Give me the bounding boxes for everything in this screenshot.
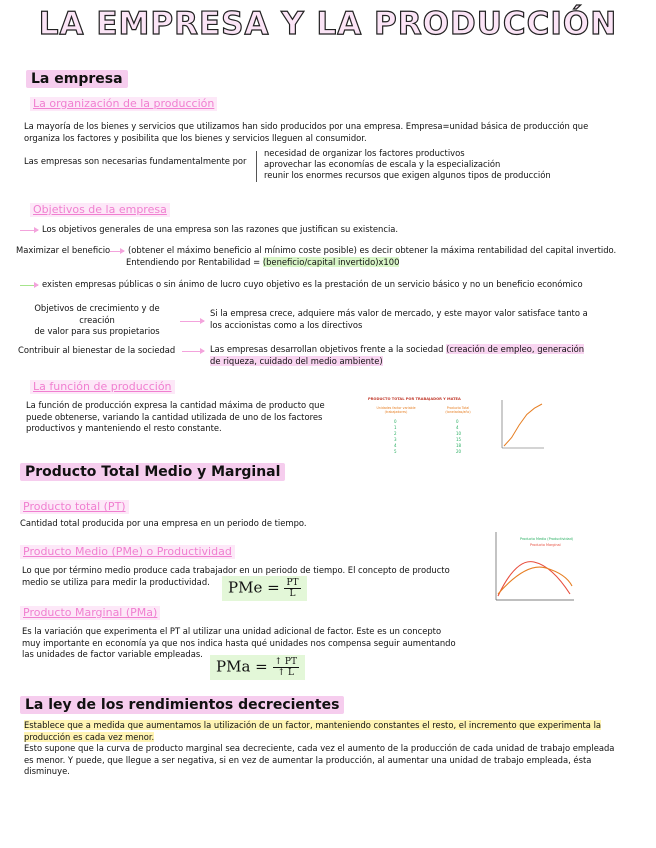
pma-line-2: muy importante en economía ya que nos indica hasta qué unidades nos compensa seguir aumentando [22,637,456,648]
ley-line-3: Esto supone que la curva de producto marginal sea decreciente, cada vez el aumento de la producción de cada unidad de trabajo empleada [24,743,615,753]
bienestar-text-b: (creación de empleo, generación [446,344,585,354]
bienestar-label: Contribuir al bienestar de la sociedad [18,345,176,355]
table-cell: 1 [394,425,397,430]
table-cell: 18 [456,443,462,448]
pme-fraction [284,578,300,599]
reason-item: aprovechar las economías de escala y la especialización [264,159,501,169]
crecimiento-label-line-1: Objetivos de crecimiento y de creación [34,303,160,325]
table-col-1: Unidades factor variable (trabajadores) [376,406,416,414]
heading-objetivos: Objetivos de la empresa [30,203,170,217]
crecimiento-text-line-2: los accionistas como a los directivos [210,319,363,330]
empresas-publicas-text: existen empresas públicas o sin ánimo de lucro cuyo objetivo es la prestación de un servicio básico y no un beneficio económico [42,279,583,289]
pma-numerator: ↑ PT [274,657,297,667]
ley-line-1: Establece que a medida que aumentamos la utilización de un factor, manteniendo constantes el resto, el incremento que experimenta la [24,720,602,730]
rentabilidad-prefix: Entendiendo por Rentabilidad = [126,257,263,267]
funcion-paragraph [26,400,346,435]
crecimiento-label [16,303,178,338]
heading-la-empresa: La empresa [26,70,128,88]
table-cell: 20 [456,449,462,454]
pme-numerator: PT [286,578,299,588]
arrow-icon [20,230,38,231]
pma-fraction [273,657,299,678]
objetivos-intro: Los objetivos generales de una empresa son las razones que justifican su existencia. [42,224,399,234]
chart-label-pma: Producto Marginal [530,543,561,547]
arrow-icon [182,351,204,352]
chart-label-pme: Producto Medio (Productividad) [520,537,574,541]
reason-item: necesidad de organizar los factores productivos [264,148,465,158]
pme-line-2: medio se utiliza para medir la productividad. [22,576,210,587]
funcion-line-3: productivos y manteniendo el resto constante. [26,423,222,433]
produccion-curve-chart [496,396,546,454]
table-cell: 3 [394,437,397,442]
pme-line-1: Lo que por término medio produce cada trabajador en un periodo de tiempo. El concepto de producto [22,565,450,575]
table-cell: 15 [456,437,462,442]
bienestar-text-a: Las empresas desarrollan objetivos frente a la sociedad [210,344,447,354]
bienestar-text-c: de riqueza, cuidado del medio ambiente) [210,355,383,366]
heading-producto-total-medio-marginal: Producto Total Medio y Marginal [20,463,285,481]
pma-formula [210,655,305,680]
ley-paragraph [24,720,624,778]
pme-pma-chart [486,528,578,608]
table-cell: 10 [456,431,462,436]
pma-line-1: Es la variación que experimenta el PT al utilizar una unidad adicional de factor. Este es un concepto [22,626,442,636]
pme-formula-lhs: PMe = [228,578,280,597]
bienestar-text [210,344,630,367]
pma-formula-lhs: PMa = [216,657,268,676]
pma-denominator: ↑ L [277,668,294,678]
crecimiento-text [210,308,630,331]
org-line-1: La mayoría de los bienes y servicios que utilizamos han sido producidos por una empresa. Empresa=unidad básica de producción que [24,121,589,131]
funcion-line-2: puede obtenerse, variando la cantidad utilizada de uno de los factores [26,411,323,422]
table-col-2: Producto Total (toneladas/año) [445,406,471,414]
ley-line-5: disminuye. [24,766,70,776]
pme-denominator: L [289,589,296,599]
reason-item: reunir los enormes recursos que exigen algunos tipos de producción [264,170,551,180]
org-line-2: organiza los factores y posibilita que los bienes y servicios lleguen al consumidor. [24,132,367,143]
producto-total-text: Cantidad total producida por una empresa en un periodo de tiempo. [20,518,307,528]
table-title: PRODUCTO TOTAL POR TRABAJADOR Y MATEA [368,397,461,401]
page-title: LA EMPRESA Y LA PRODUCCIÓN [38,6,618,42]
produccion-table [368,397,498,457]
pma-line-3: las unidades de factor variable empleadas. [22,649,203,659]
funcion-line-1: La función de producción expresa la cantidad máxima de producto que [26,400,325,410]
max-beneficio-text: (obtener el máximo beneficio al mínimo coste posible) es decir obtener la máxima rentabilidad del capital invertido. [128,245,617,255]
rentabilidad-line [126,257,399,269]
pme-formula [222,576,307,601]
ley-line-4: es menor. Y puede, que llegue a ser negativa, si en vez de aumentar la producción, al aumentar una unidad de trabajo empleada, ésta [24,754,592,765]
pt-curve-line [504,404,542,446]
table-cell: 5 [394,449,397,454]
heading-funcion-produccion: La función de producción [30,380,175,394]
crecimiento-label-line-2: de valor para sus propietarios [34,326,160,336]
org-paragraph [24,121,634,144]
heading-organizacion: La organización de la producción [30,97,217,111]
heading-ley-rendimientos: La ley de los rendimientos decrecientes [20,696,344,714]
ley-line-2: producción es cada vez menor. [24,731,155,742]
heading-producto-marginal: Producto Marginal (PMa) [20,606,160,620]
arrow-icon [110,251,124,252]
heading-producto-medio: Producto Medio (PMe) o Productividad [20,545,235,559]
reasons-list [264,148,551,181]
max-beneficio-label: Maximizar el beneficio [16,245,111,255]
table-cell: 0 [394,419,397,424]
arrow-icon [180,321,204,322]
crecimiento-text-line-1: Si la empresa crece, adquiere más valor de mercado, y este mayor valor satisface tanto a [210,308,588,318]
arrow-icon [20,285,38,286]
table-cell: 4 [394,443,397,448]
table-cell: 2 [394,431,397,436]
rentabilidad-formula: (beneficio/capital invertido)x100 [262,257,400,267]
heading-producto-total: Producto total (PT) [20,500,129,514]
table-cell: 4 [456,425,459,430]
pma-curve-line [498,562,570,596]
necesarias-text: Las empresas son necesarias fundamentalmente por [24,156,247,166]
table-cell: 0 [456,419,459,424]
